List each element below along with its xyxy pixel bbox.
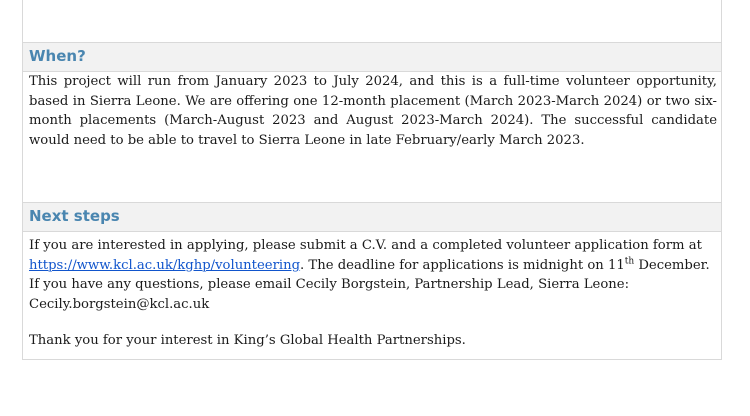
next-steps-heading: Next steps bbox=[23, 202, 721, 232]
ordinal-suffix: th bbox=[624, 256, 635, 267]
when-heading: When? bbox=[23, 42, 721, 72]
deadline-text: . The deadline for applications is midnight on 11 bbox=[300, 257, 625, 273]
volunteering-link[interactable]: https://www.kcl.ac.uk/kghp/volunteering bbox=[29, 257, 301, 273]
next-steps-paragraph bbox=[29, 236, 717, 314]
next-steps-intro: If you are interested in applying, please submit a C.V. and a completed volunteer application form at bbox=[29, 238, 702, 253]
contact-text: December. If you have any questions, please email Cecily Borgstein, Partnership Lead, Sierra Leone: bbox=[29, 257, 710, 292]
when-paragraph: This project will run from January 2023 to July 2024, and this is a full-time volunteer opportunity, based in Sierra Leone. We are offering one 12-month placement (March 2023-March 2024) or two six-month placements (March-August 2023 and August 2023-March 2024). The successful candidate would need to be able to travel to Sierra Leone in late February/early March 2023. bbox=[29, 74, 717, 148]
contact-email: Cecily.borgstein@kcl.ac.uk bbox=[29, 296, 210, 312]
thanks-text: Thank you for your interest in King’s Global Health Partnerships. bbox=[29, 333, 466, 348]
